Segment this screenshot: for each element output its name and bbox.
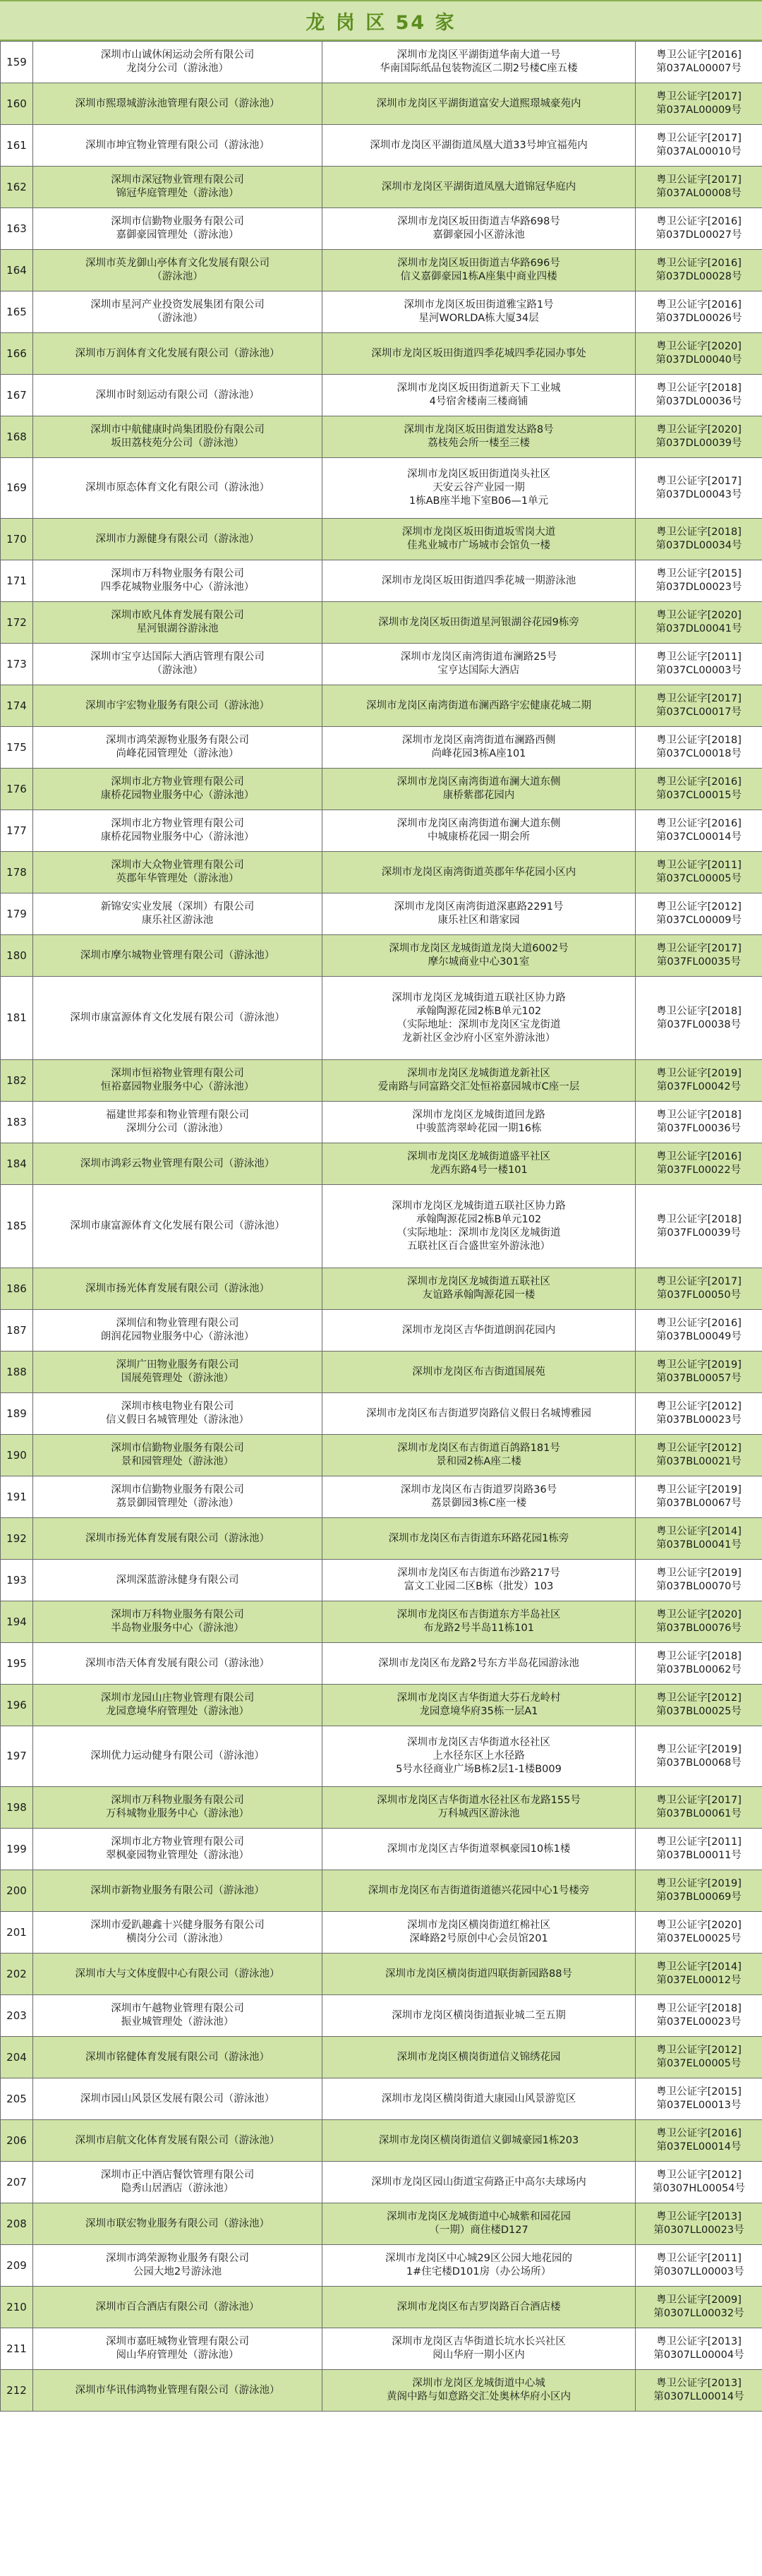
certificate-number: 粤卫公证字[2020] 第037BL00076号 — [636, 1601, 762, 1643]
pool-address: 深圳市龙岗区吉华街道水径社区 上水径东区上水径路 5号水径商业广场B栋2层1-1楼B009 — [322, 1726, 636, 1787]
row-number: 199 — [1, 1829, 33, 1870]
table-row — [1, 1954, 762, 1995]
company-name: 深圳市华讯伟鸿物业管理有限公司（游泳池） — [33, 2370, 322, 2412]
table-row — [1, 852, 762, 893]
pool-address: 深圳市龙岗区布吉街道布沙路217号 富文工业园二区B栋（批发）103 — [322, 1560, 636, 1601]
row-number: 191 — [1, 1476, 33, 1518]
company-name: 深圳市铭健体育发展有限公司（游泳池） — [33, 2037, 322, 2078]
company-name: 深圳深蓝游泳健身有限公司 — [33, 1560, 322, 1601]
table-row — [1, 977, 762, 1060]
table-row — [1, 1870, 762, 1912]
pool-address: 深圳市龙岗区布吉街道罗岗路36号 荔景御园3栋C座一楼 — [322, 1476, 636, 1518]
table-row — [1, 1268, 762, 1310]
company-name: 深圳市联宏物业服务有限公司（游泳池） — [33, 2203, 322, 2245]
table-row — [1, 560, 762, 602]
section-title: 龙 岗 区 54 家 — [0, 0, 762, 41]
row-number: 189 — [1, 1393, 33, 1435]
pool-address: 深圳市龙岗区布吉街道东方半岛社区 布龙路2号半岛11栋101 — [322, 1601, 636, 1643]
pool-address: 深圳市龙岗区吉华街道翠枫豪园10栋1楼 — [322, 1829, 636, 1870]
table-row — [1, 769, 762, 810]
row-number: 159 — [1, 42, 33, 83]
certificate-number: 粤卫公证字[2014] 第037BL00041号 — [636, 1518, 762, 1560]
certificate-number: 粤卫公证字[2017] 第037AL00010号 — [636, 125, 762, 167]
certificate-number: 粤卫公证字[2013] 第0307LL00023号 — [636, 2203, 762, 2245]
certificate-number: 粤卫公证字[2017] 第037AL00008号 — [636, 167, 762, 208]
pool-address: 深圳市龙岗区龙城街道回龙路 中骏蓝湾翠岭花园一期16栋 — [322, 1102, 636, 1143]
company-name: 深圳市原态体育文化有限公司（游泳池） — [33, 458, 322, 519]
table-row — [1, 602, 762, 644]
company-name: 深圳市大与文体度假中心有限公司（游泳池） — [33, 1954, 322, 1995]
certificate-number: 粤卫公证字[2016] 第037DL00026号 — [636, 291, 762, 333]
pool-address: 深圳市龙岗区坂田街道雅宝路1号 星河WORLDA栋大厦34层 — [322, 291, 636, 333]
row-number: 211 — [1, 2328, 33, 2370]
pool-address: 深圳市龙岗区吉华街道长坑水长兴社区 阅山华府一期小区内 — [322, 2328, 636, 2370]
row-number: 183 — [1, 1102, 33, 1143]
row-number: 171 — [1, 560, 33, 602]
company-name: 深圳市山诚休闲运动会所有限公司 龙岗分公司（游泳池） — [33, 42, 322, 83]
company-name: 深圳信和物业管理有限公司 朗润花园物业服务中心（游泳池） — [33, 1310, 322, 1352]
company-name: 深圳市新物业服务有限公司（游泳池） — [33, 1870, 322, 1912]
row-number: 198 — [1, 1787, 33, 1829]
row-number: 169 — [1, 458, 33, 519]
table-row — [1, 291, 762, 333]
row-number: 196 — [1, 1685, 33, 1726]
certificate-number: 粤卫公证字[2012] 第037BL00021号 — [636, 1435, 762, 1476]
table-row — [1, 1787, 762, 1829]
row-number: 201 — [1, 1912, 33, 1954]
certificate-number: 粤卫公证字[2016] 第037CL00015号 — [636, 769, 762, 810]
company-name: 深圳市康富源体育文化发展有限公司（游泳池） — [33, 977, 322, 1060]
company-name: 深圳市恒裕物业管理有限公司 恒裕嘉园物业服务中心（游泳池） — [33, 1060, 322, 1102]
pool-address: 深圳市龙岗区南湾街道布澜大道东侧 中城康桥花园一期会所 — [322, 810, 636, 852]
row-number: 194 — [1, 1601, 33, 1643]
row-number: 166 — [1, 333, 33, 375]
row-number: 184 — [1, 1143, 33, 1185]
certificate-number: 粤卫公证字[2018] 第037FL00038号 — [636, 977, 762, 1060]
certificate-number: 粤卫公证字[2013] 第0307LL00004号 — [636, 2328, 762, 2370]
row-number: 170 — [1, 519, 33, 560]
company-name: 深圳市宝亨达国际大酒店管理有限公司 （游泳池） — [33, 644, 322, 685]
row-number: 210 — [1, 2287, 33, 2328]
certificate-number: 粤卫公证字[2019] 第037FL00042号 — [636, 1060, 762, 1102]
table-row — [1, 685, 762, 727]
company-name: 深圳市嘉旺城物业管理有限公司 阅山华府管理处（游泳池） — [33, 2328, 322, 2370]
certificate-number: 粤卫公证字[2018] 第037FL00036号 — [636, 1102, 762, 1143]
certificate-number: 粤卫公证字[2011] 第037CL00003号 — [636, 644, 762, 685]
certificate-number: 粤卫公证字[2017] 第037CL00017号 — [636, 685, 762, 727]
pool-address: 深圳市龙岗区龙城街道五联社区协力路 承翰陶源花园2栋B单元102 （实际地址：深圳市龙岗区龙城街道 五联社区百合盛世室外游泳池） — [322, 1185, 636, 1268]
table-row — [1, 1560, 762, 1601]
company-name: 深圳市正中酒店餐饮管理有限公司 隐秀山居酒店（游泳池） — [33, 2162, 322, 2203]
row-number: 161 — [1, 125, 33, 167]
certificate-number: 粤卫公证字[2016] 第037DL00028号 — [636, 250, 762, 291]
pool-address: 深圳市龙岗区龙城街道龙新社区 爱南路与同富路交汇处恒裕嘉园城市C座一层 — [322, 1060, 636, 1102]
row-number: 165 — [1, 291, 33, 333]
company-name: 深圳市星河产业投资发展集团有限公司 （游泳池） — [33, 291, 322, 333]
table-row — [1, 1435, 762, 1476]
row-number: 179 — [1, 893, 33, 935]
table-row — [1, 1829, 762, 1870]
table-row — [1, 2370, 762, 2412]
table-row — [1, 1476, 762, 1518]
pool-address: 深圳市龙岗区横岗街道红棉社区 深峰路2号原创中心会员馆201 — [322, 1912, 636, 1954]
row-number: 207 — [1, 2162, 33, 2203]
pool-address: 深圳市龙岗区布吉街道国展苑 — [322, 1352, 636, 1393]
pool-address: 深圳市龙岗区园山街道宝荷路正中高尔夫球场内 — [322, 2162, 636, 2203]
row-number: 163 — [1, 208, 33, 250]
row-number: 178 — [1, 852, 33, 893]
pool-address: 深圳市龙岗区坂田街道坂雪岗大道 佳兆业城市广场城市会馆负一楼 — [322, 519, 636, 560]
row-number: 175 — [1, 727, 33, 769]
row-number: 212 — [1, 2370, 33, 2412]
certificate-number: 粤卫公证字[2016] 第037DL00027号 — [636, 208, 762, 250]
company-name: 深圳市午越物业管理有限公司 振业城管理处（游泳池） — [33, 1995, 322, 2037]
pool-address: 深圳市龙岗区龙城街道五联社区协力路 承翰陶源花园2栋B单元102 （实际地址：深圳市龙岗区宝龙街道 龙新社区金沙府小区室外游泳池） — [322, 977, 636, 1060]
pool-registry-table — [0, 41, 762, 2412]
certificate-number: 粤卫公证字[2012] 第037CL00009号 — [636, 893, 762, 935]
row-number: 195 — [1, 1643, 33, 1685]
pool-address: 深圳市龙岗区布吉街道东环路花园1栋旁 — [322, 1518, 636, 1560]
company-name: 深圳市中航健康时尚集团股份有限公司 坂田荔枝苑分公司（游泳池） — [33, 416, 322, 458]
table-row — [1, 1102, 762, 1143]
table-row — [1, 1518, 762, 1560]
pool-address: 深圳市龙岗区坂田街道吉华路696号 信义嘉御豪园1栋A座集中商业四楼 — [322, 250, 636, 291]
certificate-number: 粤卫公证字[2020] 第037DL00041号 — [636, 602, 762, 644]
table-row — [1, 1352, 762, 1393]
table-row — [1, 2287, 762, 2328]
certificate-number: 粤卫公证字[2018] 第037EL00023号 — [636, 1995, 762, 2037]
row-number: 181 — [1, 977, 33, 1060]
table-row — [1, 1185, 762, 1268]
company-name: 深圳市宇宏物业服务有限公司（游泳池） — [33, 685, 322, 727]
certificate-number: 粤卫公证字[2014] 第037EL00012号 — [636, 1954, 762, 1995]
certificate-number: 粤卫公证字[2012] 第037EL00005号 — [636, 2037, 762, 2078]
company-name: 深圳市万科物业服务有限公司 万科城物业服务中心（游泳池） — [33, 1787, 322, 1829]
table-row — [1, 1393, 762, 1435]
pool-address: 深圳市龙岗区平湖街道华南大道一号 华南国际纸品包装物流区二期2号楼C座五楼 — [322, 42, 636, 83]
company-name: 深圳市扬光体育发展有限公司（游泳池） — [33, 1268, 322, 1310]
certificate-number: 粤卫公证字[2009] 第0307LL00032号 — [636, 2287, 762, 2328]
certificate-number: 粤卫公证字[2016] 第037BL00049号 — [636, 1310, 762, 1352]
certificate-number: 粤卫公证字[2017] 第037FL00050号 — [636, 1268, 762, 1310]
table-row — [1, 2328, 762, 2370]
certificate-number: 粤卫公证字[2012] 第037BL00025号 — [636, 1685, 762, 1726]
row-number: 190 — [1, 1435, 33, 1476]
company-name: 深圳市鸿荣源物业服务有限公司 公园大地2号游泳池 — [33, 2245, 322, 2287]
table-row — [1, 727, 762, 769]
table-row — [1, 2245, 762, 2287]
pool-address: 深圳市龙岗区南湾街道深惠路2291号 康乐社区和谐家园 — [322, 893, 636, 935]
certificate-number: 粤卫公证字[2012] 第037BL00023号 — [636, 1393, 762, 1435]
pool-address: 深圳市龙岗区坂田街道新天下工业城 4号宿舍楼南三楼商铺 — [322, 375, 636, 416]
pool-address: 深圳市龙岗区吉华街道朗润花园内 — [322, 1310, 636, 1352]
certificate-number: 粤卫公证字[2020] 第037EL00025号 — [636, 1912, 762, 1954]
company-name: 深圳市康富源体育文化发展有限公司（游泳池） — [33, 1185, 322, 1268]
table-row — [1, 1726, 762, 1787]
company-name: 深圳市信勤物业服务有限公司 景和园管理处（游泳池） — [33, 1435, 322, 1476]
pool-address: 深圳市龙岗区南湾街道英郡年华花园小区内 — [322, 852, 636, 893]
table-row — [1, 458, 762, 519]
certificate-number: 粤卫公证字[2018] 第037CL00018号 — [636, 727, 762, 769]
table-row — [1, 1685, 762, 1726]
row-number: 209 — [1, 2245, 33, 2287]
table-row — [1, 2078, 762, 2120]
pool-address: 深圳市龙岗区南湾街道布澜路25号 宝亨达国际大酒店 — [322, 644, 636, 685]
row-number: 197 — [1, 1726, 33, 1787]
pool-address: 深圳市龙岗区南湾街道布澜西路宇宏健康花城二期 — [322, 685, 636, 727]
table-row — [1, 1601, 762, 1643]
certificate-number: 粤卫公证字[2020] 第037DL00040号 — [636, 333, 762, 375]
company-name: 新锦安实业发展（深圳）有限公司 康乐社区游泳池 — [33, 893, 322, 935]
row-number: 174 — [1, 685, 33, 727]
row-number: 193 — [1, 1560, 33, 1601]
table-row — [1, 208, 762, 250]
certificate-number: 粤卫公证字[2011] 第037CL00005号 — [636, 852, 762, 893]
row-number: 208 — [1, 2203, 33, 2245]
pool-address: 深圳市龙岗区布吉街道百鸽路181号 景和园2栋A座二楼 — [322, 1435, 636, 1476]
certificate-number: 粤卫公证字[2012] 第0307HL00054号 — [636, 2162, 762, 2203]
row-number: 180 — [1, 935, 33, 977]
company-name: 深圳市龙园山庄物业管理有限公司 龙园意境华府管理处（游泳池） — [33, 1685, 322, 1726]
row-number: 172 — [1, 602, 33, 644]
pool-address: 深圳市龙岗区布吉街道街道德兴花园中心1号楼旁 — [322, 1870, 636, 1912]
company-name: 深圳市北方物业管理有限公司 康桥花园物业服务中心（游泳池） — [33, 769, 322, 810]
certificate-number: 粤卫公证字[2019] 第037BL00069号 — [636, 1870, 762, 1912]
table-row — [1, 1060, 762, 1102]
certificate-number: 粤卫公证字[2017] 第037AL00009号 — [636, 83, 762, 125]
pool-address: 深圳市龙岗区坂田街道星河银湖谷花园9栋旁 — [322, 602, 636, 644]
certificate-number: 粤卫公证字[2011] 第037BL00011号 — [636, 1829, 762, 1870]
table-row — [1, 1643, 762, 1685]
company-name: 深圳优力运动健身有限公司（游泳池） — [33, 1726, 322, 1787]
row-number: 185 — [1, 1185, 33, 1268]
row-number: 173 — [1, 644, 33, 685]
row-number: 162 — [1, 167, 33, 208]
table-row — [1, 250, 762, 291]
table-row — [1, 125, 762, 167]
certificate-number: 粤卫公证字[2016] 第037EL00014号 — [636, 2120, 762, 2162]
row-number: 168 — [1, 416, 33, 458]
company-name: 深圳市大众物业管理有限公司 英郡年华管理处（游泳池） — [33, 852, 322, 893]
table-row — [1, 2037, 762, 2078]
company-name: 深圳市爱趴趣鑫十兴健身服务有限公司 横岗分公司（游泳池） — [33, 1912, 322, 1954]
table-row — [1, 42, 762, 83]
certificate-number: 粤卫公证字[2019] 第037BL00070号 — [636, 1560, 762, 1601]
certificate-number: 粤卫公证字[2018] 第037DL00036号 — [636, 375, 762, 416]
pool-address: 深圳市龙岗区龙城街道中心城 黄阁中路与如意路交汇处奥林华府小区内 — [322, 2370, 636, 2412]
pool-address: 深圳市龙岗区横岗街道信义御城豪园1栋203 — [322, 2120, 636, 2162]
table-row — [1, 1912, 762, 1954]
pool-address: 深圳市龙岗区平湖街道凤凰大道33号坤宜福苑内 — [322, 125, 636, 167]
pool-address: 深圳市龙岗区吉华街道水径社区布龙路155号 万科城西区游泳池 — [322, 1787, 636, 1829]
table-row — [1, 935, 762, 977]
company-name: 深圳市深冠物业管理有限公司 锦冠华庭管理处（游泳池） — [33, 167, 322, 208]
company-name: 深圳市欧凡体育发展有限公司 星河银湖谷游泳池 — [33, 602, 322, 644]
company-name: 深圳市摩尔城物业管理有限公司（游泳池） — [33, 935, 322, 977]
pool-address: 深圳市龙岗区平湖街道富安大道熙璟城豪苑内 — [322, 83, 636, 125]
pool-address: 深圳市龙岗区横岗街道振业城二至五期 — [322, 1995, 636, 2037]
row-number: 187 — [1, 1310, 33, 1352]
row-number: 200 — [1, 1870, 33, 1912]
pool-address: 深圳市龙岗区坂田街道岗头社区 天安云谷产业园一期 1栋AB座半地下室B06—1单元 — [322, 458, 636, 519]
row-number: 164 — [1, 250, 33, 291]
certificate-number: 粤卫公证字[2016] 第037CL00014号 — [636, 810, 762, 852]
table-row — [1, 1995, 762, 2037]
table-row — [1, 644, 762, 685]
pool-address: 深圳市龙岗区中心城29区公园大地花园的 1#住宅楼D101房（办公场所） — [322, 2245, 636, 2287]
certificate-number: 粤卫公证字[2019] 第037BL00067号 — [636, 1476, 762, 1518]
company-name: 深圳广田物业服务有限公司 国展苑管理处（游泳池） — [33, 1352, 322, 1393]
company-name: 深圳市万科物业服务有限公司 四季花城物业服务中心（游泳池） — [33, 560, 322, 602]
pool-address: 深圳市龙岗区坂田街道四季花城四季花园办事处 — [322, 333, 636, 375]
pool-address: 深圳市龙岗区坂田街道四季花城一期游泳池 — [322, 560, 636, 602]
certificate-number: 粤卫公证字[2019] 第037BL00068号 — [636, 1726, 762, 1787]
row-number: 167 — [1, 375, 33, 416]
table-row — [1, 893, 762, 935]
company-name: 福建世邦泰和物业管理有限公司 深圳分公司（游泳池） — [33, 1102, 322, 1143]
company-name: 深圳市扬光体育发展有限公司（游泳池） — [33, 1518, 322, 1560]
row-number: 176 — [1, 769, 33, 810]
pool-address: 深圳市龙岗区吉华街道大芬石龙岭村 龙园意境华府35栋一层A1 — [322, 1685, 636, 1726]
company-name: 深圳市坤宜物业管理有限公司（游泳池） — [33, 125, 322, 167]
company-name: 深圳市北方物业管理有限公司 康桥花园物业服务中心（游泳池） — [33, 810, 322, 852]
table-row — [1, 2120, 762, 2162]
company-name: 深圳市核电物业有限公司 信义假日名城管理处（游泳池） — [33, 1393, 322, 1435]
company-name: 深圳市鸿荣源物业服务有限公司 尚峰花园管理处（游泳池） — [33, 727, 322, 769]
table-row — [1, 416, 762, 458]
company-name: 深圳市力源健身有限公司（游泳池） — [33, 519, 322, 560]
row-number: 177 — [1, 810, 33, 852]
company-name: 深圳市百合酒店有限公司（游泳池） — [33, 2287, 322, 2328]
company-name: 深圳市熙璟城游泳池管理有限公司（游泳池） — [33, 83, 322, 125]
pool-address: 深圳市龙岗区横岗街道信义锦绣花园 — [322, 2037, 636, 2078]
company-name: 深圳市北方物业管理有限公司 翠枫豪园物业管理处（游泳池） — [33, 1829, 322, 1870]
certificate-number: 粤卫公证字[2017] 第037FL00035号 — [636, 935, 762, 977]
company-name: 深圳市万科物业服务有限公司 半岛物业服务中心（游泳池） — [33, 1601, 322, 1643]
company-name: 深圳市英龙御山亭体育文化发展有限公司 （游泳池） — [33, 250, 322, 291]
pool-address: 深圳市龙岗区南湾街道布澜路西侧 尚峰花园3栋A座101 — [322, 727, 636, 769]
pool-address: 深圳市龙岗区坂田街道吉华路698号 嘉御豪园小区游泳池 — [322, 208, 636, 250]
row-number: 186 — [1, 1268, 33, 1310]
pool-address: 深圳市龙岗区布龙路2号东方半岛花园游泳池 — [322, 1643, 636, 1685]
table-row — [1, 83, 762, 125]
row-number: 188 — [1, 1352, 33, 1393]
table-row — [1, 375, 762, 416]
pool-address: 深圳市龙岗区布吉罗岗路百合酒店楼 — [322, 2287, 636, 2328]
table-row — [1, 519, 762, 560]
company-name: 深圳市浩天体育发展有限公司（游泳池） — [33, 1643, 322, 1685]
row-number: 206 — [1, 2120, 33, 2162]
pool-address: 深圳市龙岗区龙城街道中心城紫和园花园 （一期）商住楼D127 — [322, 2203, 636, 2245]
certificate-number: 粤卫公证字[2018] 第037DL00034号 — [636, 519, 762, 560]
table-row — [1, 1310, 762, 1352]
certificate-number: 粤卫公证字[2019] 第037BL00057号 — [636, 1352, 762, 1393]
pool-address: 深圳市龙岗区平湖街道凤凰大道锦冠华庭内 — [322, 167, 636, 208]
company-name: 深圳市万润体育文化发展有限公司（游泳池） — [33, 333, 322, 375]
row-number: 202 — [1, 1954, 33, 1995]
row-number: 182 — [1, 1060, 33, 1102]
certificate-number: 粤卫公证字[2011] 第0307LL00003号 — [636, 2245, 762, 2287]
table-row — [1, 167, 762, 208]
pool-address: 深圳市龙岗区南湾街道布澜大道东侧 康桥紫郡花园内 — [322, 769, 636, 810]
row-number: 160 — [1, 83, 33, 125]
table-row — [1, 333, 762, 375]
company-name: 深圳市时刻运动有限公司（游泳池） — [33, 375, 322, 416]
certificate-number: 粤卫公证字[2016] 第037AL00007号 — [636, 42, 762, 83]
row-number: 204 — [1, 2037, 33, 2078]
certificate-number: 粤卫公证字[2018] 第037FL00039号 — [636, 1185, 762, 1268]
company-name: 深圳市鸿彩云物业管理有限公司（游泳池） — [33, 1143, 322, 1185]
certificate-number: 粤卫公证字[2013] 第0307LL00014号 — [636, 2370, 762, 2412]
row-number: 192 — [1, 1518, 33, 1560]
pool-address: 深圳市龙岗区布吉街道罗岗路信义假日名城博雅园 — [322, 1393, 636, 1435]
table-row — [1, 1143, 762, 1185]
company-name: 深圳市园山风景区发展有限公司（游泳池） — [33, 2078, 322, 2120]
certificate-number: 粤卫公证字[2015] 第037DL00023号 — [636, 560, 762, 602]
row-number: 203 — [1, 1995, 33, 2037]
certificate-number: 粤卫公证字[2017] 第037DL00043号 — [636, 458, 762, 519]
table-row — [1, 2162, 762, 2203]
pool-address: 深圳市龙岗区龙城街道五联社区 友谊路承翰陶源花园一楼 — [322, 1268, 636, 1310]
certificate-number: 粤卫公证字[2017] 第037BL00061号 — [636, 1787, 762, 1829]
certificate-number: 粤卫公证字[2020] 第037DL00039号 — [636, 416, 762, 458]
certificate-number: 粤卫公证字[2016] 第037FL00022号 — [636, 1143, 762, 1185]
pool-address: 深圳市龙岗区坂田街道发达路8号 荔枝苑会所一楼至三楼 — [322, 416, 636, 458]
row-number: 205 — [1, 2078, 33, 2120]
table-row — [1, 810, 762, 852]
certificate-number: 粤卫公证字[2015] 第037EL00013号 — [636, 2078, 762, 2120]
company-name: 深圳市信勤物业服务有限公司 嘉御豪园管理处（游泳池） — [33, 208, 322, 250]
pool-address: 深圳市龙岗区龙城街道龙岗大道6002号 摩尔城商业中心301室 — [322, 935, 636, 977]
pool-address: 深圳市龙岗区横岗街道四联街新园路88号 — [322, 1954, 636, 1995]
certificate-number: 粤卫公证字[2018] 第037BL00062号 — [636, 1643, 762, 1685]
table-row — [1, 2203, 762, 2245]
pool-address: 深圳市龙岗区龙城街道盛平社区 龙西东路4号一楼101 — [322, 1143, 636, 1185]
pool-address: 深圳市龙岗区横岗街道大康园山风景游览区 — [322, 2078, 636, 2120]
company-name: 深圳市启航文化体育发展有限公司（游泳池） — [33, 2120, 322, 2162]
company-name: 深圳市信勤物业服务有限公司 荔景御园管理处（游泳池） — [33, 1476, 322, 1518]
